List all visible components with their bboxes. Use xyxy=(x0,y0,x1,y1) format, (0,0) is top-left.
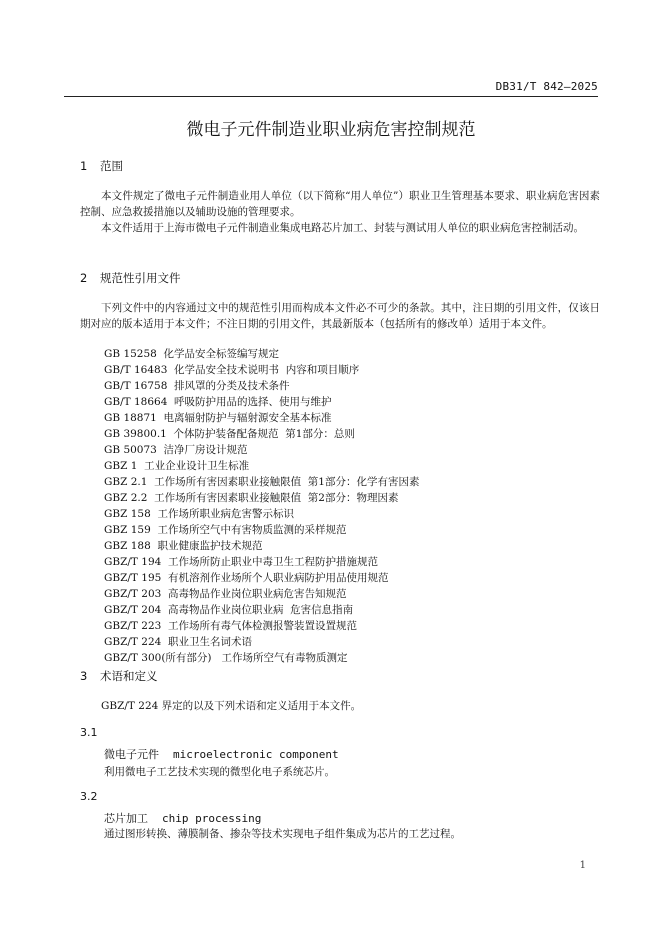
reference-item: GBZ/T 224 职业卫生名词术语 xyxy=(104,636,252,648)
term-number: 3.2 xyxy=(80,790,98,803)
reference-item: GBZ 1 工业企业设计卫生标准 xyxy=(104,460,250,472)
page-number: 1 xyxy=(579,860,586,871)
reference-item: GB 39800.1 个体防护装备配备规范 第1部分：总则 xyxy=(104,428,355,440)
reference-item: GB/T 18664 呼吸防护用品的选择、使用与维护 xyxy=(104,396,332,408)
reference-item: GBZ 2.2 工作场所有害因素职业接触限值 第2部分：物理因素 xyxy=(104,492,399,504)
reference-item: GB 50073 洁净厂房设计规范 xyxy=(104,444,248,456)
reference-item: GB/T 16758 排风罩的分类及技术条件 xyxy=(104,380,290,392)
reference-item: GBZ 188 职业健康监护技术规范 xyxy=(104,540,263,552)
term-heading xyxy=(104,810,261,826)
reference-item: GBZ/T 195 有机溶剂作业场所个人职业病防护用品使用规范 xyxy=(104,572,389,584)
section-title: 术语和定义 xyxy=(100,669,158,683)
header-divider xyxy=(64,96,598,97)
reference-item: GBZ 158 工作场所职业病危害警示标识 xyxy=(104,508,294,520)
term-number: 3.1 xyxy=(80,726,98,739)
references-intro: 下列文件中的内容通过文中的规范性引用而构成本文件必不可少的条款。其中，注日期的引用文件，仅该日期对应的版本适用于本文件；不注日期的引用文件，其最新版本（包括所有的修改单）适用于本文件。 xyxy=(80,302,600,330)
section-number: 1 xyxy=(80,159,88,173)
term-heading xyxy=(104,746,339,762)
term-definition: 利用微电子工艺技术实现的微型化电子系统芯片。 xyxy=(104,766,335,778)
section-heading-terms xyxy=(80,668,158,684)
term-english: microelectronic component xyxy=(173,748,339,761)
reference-item: GBZ/T 300(所有部分) 工作场所空气有毒物质测定 xyxy=(104,652,348,664)
reference-item: GBZ/T 203 高毒物品作业岗位职业病危害告知规范 xyxy=(104,588,347,600)
term-definition: 通过图形转换、薄膜制备、掺杂等技术实现电子组件集成为芯片的工艺过程。 xyxy=(104,828,461,840)
document-code: DB31/T 842—2025 xyxy=(495,80,598,93)
scope-paragraph-2: 本文件适用于上海市微电子元件制造业集成电路芯片加工、封装与测试用人单位的职业病危害控制活动。 xyxy=(101,222,584,234)
reference-item: GB/T 16483 化学品安全技术说明书 内容和项目顺序 xyxy=(104,364,360,376)
section-number: 3 xyxy=(80,669,88,683)
reference-item: GBZ/T 204 高毒物品作业岗位职业病 危害信息指南 xyxy=(104,604,354,616)
terms-intro: GBZ/T 224 界定的以及下列术语和定义适用于本文件。 xyxy=(101,700,362,712)
reference-item: GB 18871 电离辐射防护与辐射源安全基本标准 xyxy=(104,412,332,424)
section-heading-references xyxy=(80,270,181,286)
reference-item: GBZ/T 194 工作场所防止职业中毒卫生工程防护措施规范 xyxy=(104,556,378,568)
term-english: chip processing xyxy=(162,812,262,825)
section-title: 规范性引用文件 xyxy=(100,271,181,285)
section-title: 范围 xyxy=(100,159,123,173)
term-chinese: 微电子元件 xyxy=(104,748,159,761)
term-chinese: 芯片加工 xyxy=(104,812,148,825)
scope-paragraph-1: 本文件规定了微电子元件制造业用人单位（以下简称“用人单位”）职业卫生管理基本要求、职业病危害因素控制、应急救援措施以及辅助设施的管理要求。 xyxy=(80,190,600,218)
reference-item: GBZ/T 223 工作场所有毒气体检测报警装置设置规范 xyxy=(104,620,357,632)
section-heading-scope xyxy=(80,158,123,174)
reference-item: GB 15258 化学品安全标签编写规定 xyxy=(104,348,280,360)
reference-item: GBZ 159 工作场所空气中有害物质监测的采样规范 xyxy=(104,524,347,536)
reference-item: GBZ 2.1 工作场所有害因素职业接触限值 第1部分：化学有害因素 xyxy=(104,476,420,488)
document-title: 微电子元件制造业职业病危害控制规范 xyxy=(186,120,476,140)
section-number: 2 xyxy=(80,271,88,285)
